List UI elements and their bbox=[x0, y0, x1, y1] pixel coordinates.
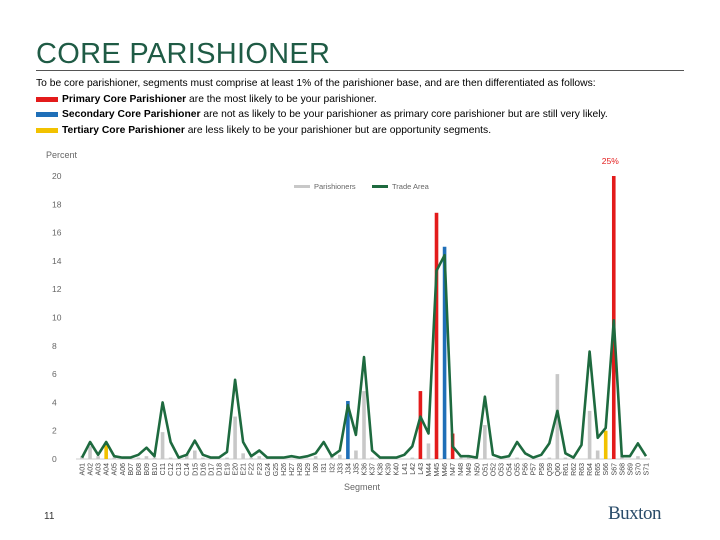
x-tick-label: F22 bbox=[248, 463, 256, 476]
buxton-logo: Buxton bbox=[608, 503, 661, 524]
x-tick-label: O54 bbox=[506, 463, 514, 477]
x-tick-label: G25 bbox=[272, 463, 280, 477]
x-tick-label: N49 bbox=[466, 463, 474, 476]
bar-O51 bbox=[483, 425, 487, 459]
x-tick-label: N50 bbox=[474, 463, 482, 476]
x-tick-label: L42 bbox=[409, 463, 417, 475]
bar-O55 bbox=[515, 458, 519, 459]
y-tick-label: 18 bbox=[52, 199, 62, 210]
bar-M45 bbox=[435, 213, 439, 459]
x-tick-label: B09 bbox=[143, 463, 151, 476]
x-tick-label: P58 bbox=[538, 463, 546, 476]
bar-F22 bbox=[249, 458, 253, 459]
legend-primary-rest: are the most likely to be your parishioner. bbox=[186, 93, 377, 105]
bar-N48 bbox=[459, 458, 463, 459]
legend-primary-bold: Primary Core Parishioner bbox=[62, 93, 187, 105]
page-number: 11 bbox=[44, 511, 55, 522]
legend-primary bbox=[36, 92, 686, 108]
legend-trade-area-swatch bbox=[372, 185, 388, 188]
bar-M44 bbox=[427, 443, 431, 459]
bar-B09 bbox=[145, 456, 149, 459]
x-tick-label: A03 bbox=[95, 463, 103, 476]
y-axis-label: Percent bbox=[46, 150, 78, 160]
x-tick-label: N47 bbox=[450, 463, 458, 476]
y-tick-label: 16 bbox=[52, 227, 62, 238]
legend-trade-area-label: Trade Area bbox=[392, 182, 429, 191]
x-tick-label: H28 bbox=[297, 463, 305, 476]
bar-I30 bbox=[314, 456, 318, 459]
x-tick-label: R65 bbox=[595, 463, 603, 476]
bar-R61 bbox=[564, 458, 568, 459]
bar-S66 bbox=[604, 431, 608, 459]
bar-L42 bbox=[411, 458, 415, 459]
bar-N49 bbox=[467, 458, 471, 459]
x-tick-label: C12 bbox=[168, 463, 176, 476]
x-tick-label: E21 bbox=[240, 463, 248, 476]
y-tick-label: 4 bbox=[52, 397, 57, 408]
bar-A04 bbox=[104, 445, 108, 459]
bar-R65 bbox=[596, 451, 600, 459]
x-tick-label: B07 bbox=[127, 463, 135, 476]
x-tick-label: A01 bbox=[79, 463, 87, 476]
bar-B08 bbox=[137, 458, 141, 459]
title-divider bbox=[36, 70, 684, 71]
bar-K36 bbox=[362, 391, 366, 459]
segment-chart bbox=[36, 148, 676, 498]
legend-tertiary-rest: are less likely to be your parishioner but are opportunity segments. bbox=[184, 124, 492, 136]
x-tick-label: I30 bbox=[313, 463, 321, 473]
x-tick-label: M44 bbox=[425, 463, 433, 477]
x-tick-label: D15 bbox=[192, 463, 200, 476]
x-tick-label: K36 bbox=[361, 463, 369, 476]
slide-title: CORE PARISHIONER bbox=[36, 38, 331, 70]
bar-C12 bbox=[169, 458, 173, 459]
bar-J33 bbox=[338, 455, 342, 459]
x-tick-label: O55 bbox=[514, 463, 522, 477]
intro-text: To be core parishioner, segments must comprise at least 1% of the parishioner base, and are then differentiated as follows: bbox=[36, 78, 596, 89]
x-tick-label: O51 bbox=[482, 463, 490, 477]
x-tick-label: L41 bbox=[401, 463, 409, 475]
legend-parishioners-label: Parishioners bbox=[314, 182, 356, 191]
x-tick-label: B10 bbox=[152, 463, 160, 476]
x-tick-label: E20 bbox=[232, 463, 240, 476]
x-tick-label: J34 bbox=[345, 463, 353, 475]
bar-C11 bbox=[161, 432, 165, 459]
x-tick-label: D18 bbox=[216, 463, 224, 476]
bar-A03 bbox=[96, 456, 100, 459]
chart-area bbox=[36, 148, 676, 498]
x-tick-label: C13 bbox=[176, 463, 184, 476]
bar-S70 bbox=[636, 456, 640, 459]
x-tick-label: K40 bbox=[393, 463, 401, 476]
y-tick-label: 14 bbox=[52, 255, 62, 266]
x-tick-label: P56 bbox=[522, 463, 530, 476]
legend-secondary-rest: are not as likely to be your parishioner as primary core parishioner but are still very likely. bbox=[200, 109, 608, 120]
bar-R64 bbox=[588, 411, 592, 459]
x-tick-label: H26 bbox=[280, 463, 288, 476]
x-tick-label: H29 bbox=[305, 463, 313, 476]
x-tick-label: G24 bbox=[264, 463, 272, 477]
x-tick-label: J33 bbox=[337, 463, 345, 475]
primary-swatch bbox=[36, 97, 58, 102]
overflow-label: 25% bbox=[601, 156, 619, 166]
x-tick-label: K38 bbox=[377, 463, 385, 476]
y-tick-label: 2 bbox=[52, 425, 57, 436]
legend-parishioners-swatch bbox=[294, 185, 310, 188]
x-tick-label: M45 bbox=[434, 463, 442, 477]
x-tick-label: A06 bbox=[119, 463, 127, 476]
x-tick-label: O52 bbox=[490, 463, 498, 477]
x-tick-label: R62 bbox=[570, 463, 578, 476]
x-tick-label: N48 bbox=[458, 463, 466, 476]
x-tick-label: R61 bbox=[562, 463, 570, 476]
bar-F23 bbox=[257, 456, 261, 459]
x-tick-label: C11 bbox=[160, 463, 168, 476]
bar-D15 bbox=[193, 451, 197, 459]
x-tick-label: L43 bbox=[417, 463, 425, 475]
x-tick-label: B08 bbox=[135, 463, 143, 476]
y-tick-label: 20 bbox=[52, 171, 62, 181]
legend-secondary-bold: Secondary Core Parishioner bbox=[62, 109, 201, 120]
x-tick-label: R63 bbox=[579, 463, 587, 476]
x-tick-label: O53 bbox=[498, 463, 506, 477]
bar-Q59 bbox=[548, 458, 552, 459]
bar-D16 bbox=[201, 458, 205, 459]
x-tick-label: F23 bbox=[256, 463, 264, 476]
x-tick-label: A02 bbox=[87, 463, 95, 476]
x-axis-label: Segment bbox=[344, 482, 381, 492]
x-tick-label: A05 bbox=[111, 463, 119, 476]
legend-tertiary bbox=[36, 123, 686, 139]
x-tick-label: P57 bbox=[530, 463, 538, 476]
bar-A05 bbox=[112, 458, 116, 459]
y-tick-label: 10 bbox=[52, 312, 62, 323]
x-tick-label: J35 bbox=[353, 463, 361, 475]
x-tick-label: K39 bbox=[385, 463, 393, 476]
x-tick-label: Q59 bbox=[546, 463, 554, 477]
x-tick-label: R64 bbox=[587, 463, 595, 476]
bar-E21 bbox=[241, 453, 245, 459]
x-tick-label: S71 bbox=[643, 463, 651, 476]
tertiary-swatch bbox=[36, 128, 58, 133]
x-tick-label: E19 bbox=[224, 463, 232, 476]
y-tick-label: 12 bbox=[52, 284, 62, 295]
y-tick-label: 8 bbox=[52, 340, 57, 351]
x-tick-label: Q60 bbox=[554, 463, 562, 477]
x-tick-label: S67 bbox=[611, 463, 619, 476]
bar-J35 bbox=[354, 451, 358, 459]
x-tick-label: D17 bbox=[208, 463, 216, 476]
x-tick-label: S69 bbox=[627, 463, 635, 476]
bar-A02 bbox=[88, 446, 92, 459]
legend-secondary bbox=[36, 107, 686, 123]
x-tick-label: K37 bbox=[369, 463, 377, 476]
bar-E20 bbox=[233, 417, 237, 459]
x-tick-label: C14 bbox=[184, 463, 192, 476]
x-tick-label: D16 bbox=[200, 463, 208, 476]
bar-K37 bbox=[370, 458, 374, 459]
x-tick-label: S66 bbox=[603, 463, 611, 476]
bar-E19 bbox=[225, 458, 229, 459]
x-tick-label: S70 bbox=[635, 463, 643, 476]
x-tick-label: S68 bbox=[619, 463, 627, 476]
y-tick-label: 6 bbox=[52, 369, 57, 380]
x-tick-label: A04 bbox=[103, 463, 111, 476]
x-tick-label: I31 bbox=[321, 463, 329, 473]
intro-block bbox=[36, 76, 686, 138]
y-tick-label: 0 bbox=[52, 454, 57, 464]
x-tick-label: H27 bbox=[288, 463, 296, 476]
secondary-swatch bbox=[36, 112, 58, 117]
bar-B10 bbox=[153, 458, 157, 459]
x-tick-label: I32 bbox=[329, 463, 337, 473]
x-tick-label: M46 bbox=[442, 463, 450, 477]
legend-tertiary-bold: Tertiary Core Parishioner bbox=[62, 124, 185, 136]
bar-S67 bbox=[612, 176, 616, 459]
